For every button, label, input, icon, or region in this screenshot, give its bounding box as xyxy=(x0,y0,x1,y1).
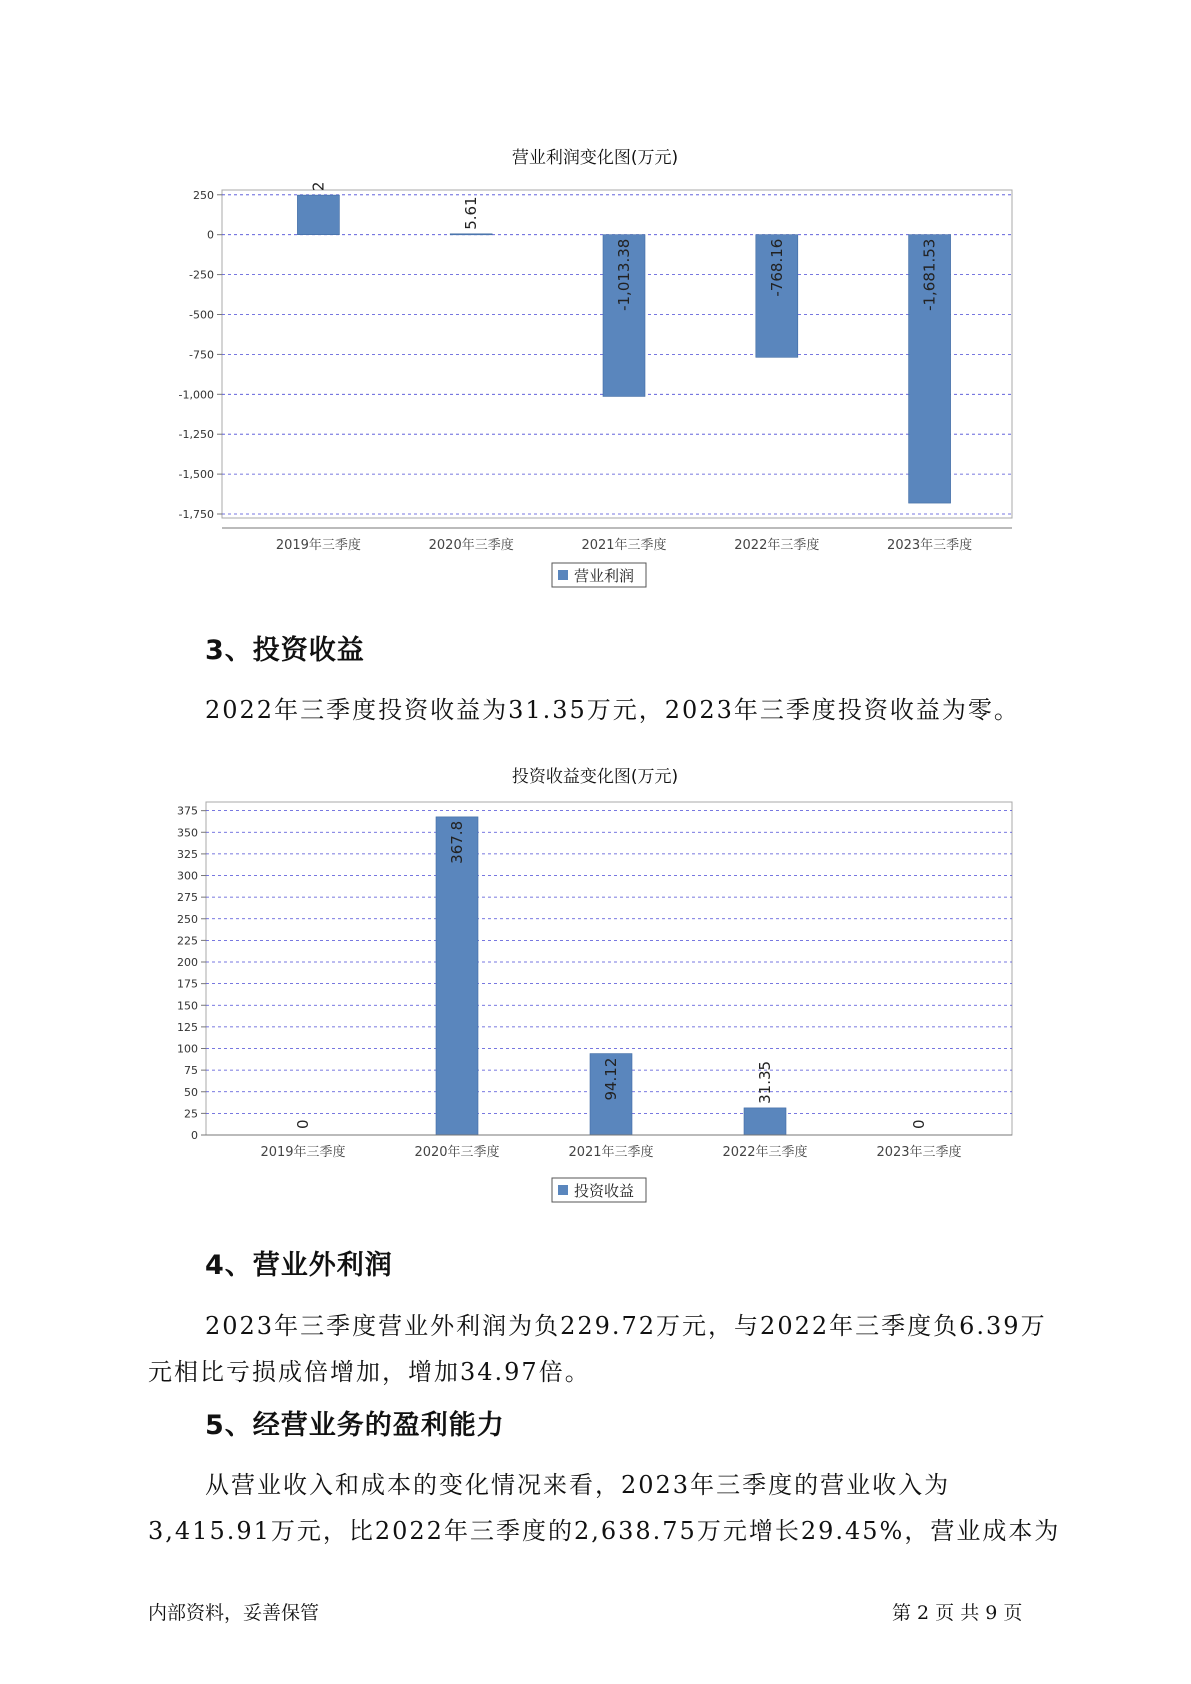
y-tick-label: 350 xyxy=(177,826,198,840)
legend-label: 营业利润 xyxy=(574,567,635,585)
legend-label: 投资收益 xyxy=(574,1182,635,1200)
section-heading-non-operating-profit: 4、营业外利润 xyxy=(205,1250,393,1281)
chart-title: 投资收益变化图(万元) xyxy=(511,767,679,787)
y-tick-label: 0 xyxy=(191,1129,198,1142)
paragraph-line: 从营业收入和成本的变化情况来看，2023年三季度的营业收入为 xyxy=(205,1471,951,1499)
x-tick-label: 2022年三季度 xyxy=(722,1145,808,1160)
section-heading-profitability: 5、经营业务的盈利能力 xyxy=(205,1410,505,1441)
data-label: -1,013.38 xyxy=(615,238,633,311)
y-tick-label: 25 xyxy=(184,1107,198,1121)
data-label: 2 xyxy=(309,181,328,192)
section-heading-investment-income: 3、投资收益 xyxy=(205,635,365,666)
y-tick-label: -1,000 xyxy=(178,388,214,402)
x-tick-label: 2019年三季度 xyxy=(275,538,361,553)
y-tick-label: 375 xyxy=(177,804,198,818)
data-label: 31.35 xyxy=(756,1060,774,1104)
data-label: 5.61 xyxy=(462,196,481,230)
data-label: -768.16 xyxy=(767,238,786,297)
paragraph-line: 2022年三季度投资收益为31.35万元，2023年三季度投资收益为零。 xyxy=(205,696,1020,724)
y-tick-label: -750 xyxy=(189,348,214,362)
x-tick-label: 2023年三季度 xyxy=(887,538,973,553)
y-tick-label: -250 xyxy=(189,268,214,282)
y-tick-label: 175 xyxy=(177,977,198,991)
bar xyxy=(744,1108,786,1135)
y-tick-label: 150 xyxy=(177,999,198,1013)
data-label: 0 xyxy=(294,1119,312,1129)
data-label: 367.8 xyxy=(448,820,466,864)
x-tick-label: 2023年三季度 xyxy=(876,1145,962,1160)
footer-left: 内部资料，妥善保管 xyxy=(148,1602,320,1624)
y-tick-label: 325 xyxy=(177,847,198,861)
y-tick-label: -1,250 xyxy=(178,428,214,442)
paragraph-line: 3,415.91万元，比2022年三季度的2,638.75万元增长29.45%，营业成本为 xyxy=(148,1517,1061,1545)
y-tick-label: -1,500 xyxy=(178,468,214,482)
legend-swatch xyxy=(558,1185,568,1195)
paragraph-line: 元相比亏损成倍增加，增加34.97倍。 xyxy=(148,1358,591,1386)
data-label: 0 xyxy=(910,1119,928,1129)
y-tick-label: 300 xyxy=(177,869,198,883)
x-tick-label: 2020年三季度 xyxy=(414,1145,500,1160)
footer-page-number: 第 2 页 共 9 页 xyxy=(892,1602,1023,1624)
paragraph-line: 2023年三季度营业外利润为负229.72万元，与2022年三季度负6.39万 xyxy=(205,1312,1047,1340)
y-tick-label: -500 xyxy=(189,308,214,322)
x-tick-label: 2019年三季度 xyxy=(260,1145,346,1160)
y-tick-label: 200 xyxy=(177,956,198,970)
y-tick-label: 250 xyxy=(193,188,214,202)
legend xyxy=(552,1178,646,1202)
data-label: 94.12 xyxy=(602,1057,620,1101)
y-tick-label: 250 xyxy=(177,912,198,926)
x-tick-label: 2020年三季度 xyxy=(428,538,514,553)
x-tick-label: 2022年三季度 xyxy=(734,538,820,553)
chart-title: 营业利润变化图(万元) xyxy=(511,148,679,168)
y-tick-label: 275 xyxy=(177,891,198,905)
x-tick-label: 2021年三季度 xyxy=(581,538,667,553)
y-tick-label: -1,750 xyxy=(178,508,214,522)
y-tick-label: 75 xyxy=(184,1064,198,1078)
y-tick-label: 50 xyxy=(184,1085,198,1099)
y-tick-label: 125 xyxy=(177,1020,198,1034)
y-tick-label: 100 xyxy=(177,1042,198,1056)
x-tick-label: 2021年三季度 xyxy=(568,1145,654,1160)
data-label: -1,681.53 xyxy=(920,238,939,311)
y-tick-label: 0 xyxy=(207,228,214,242)
y-tick-label: 225 xyxy=(177,934,198,948)
